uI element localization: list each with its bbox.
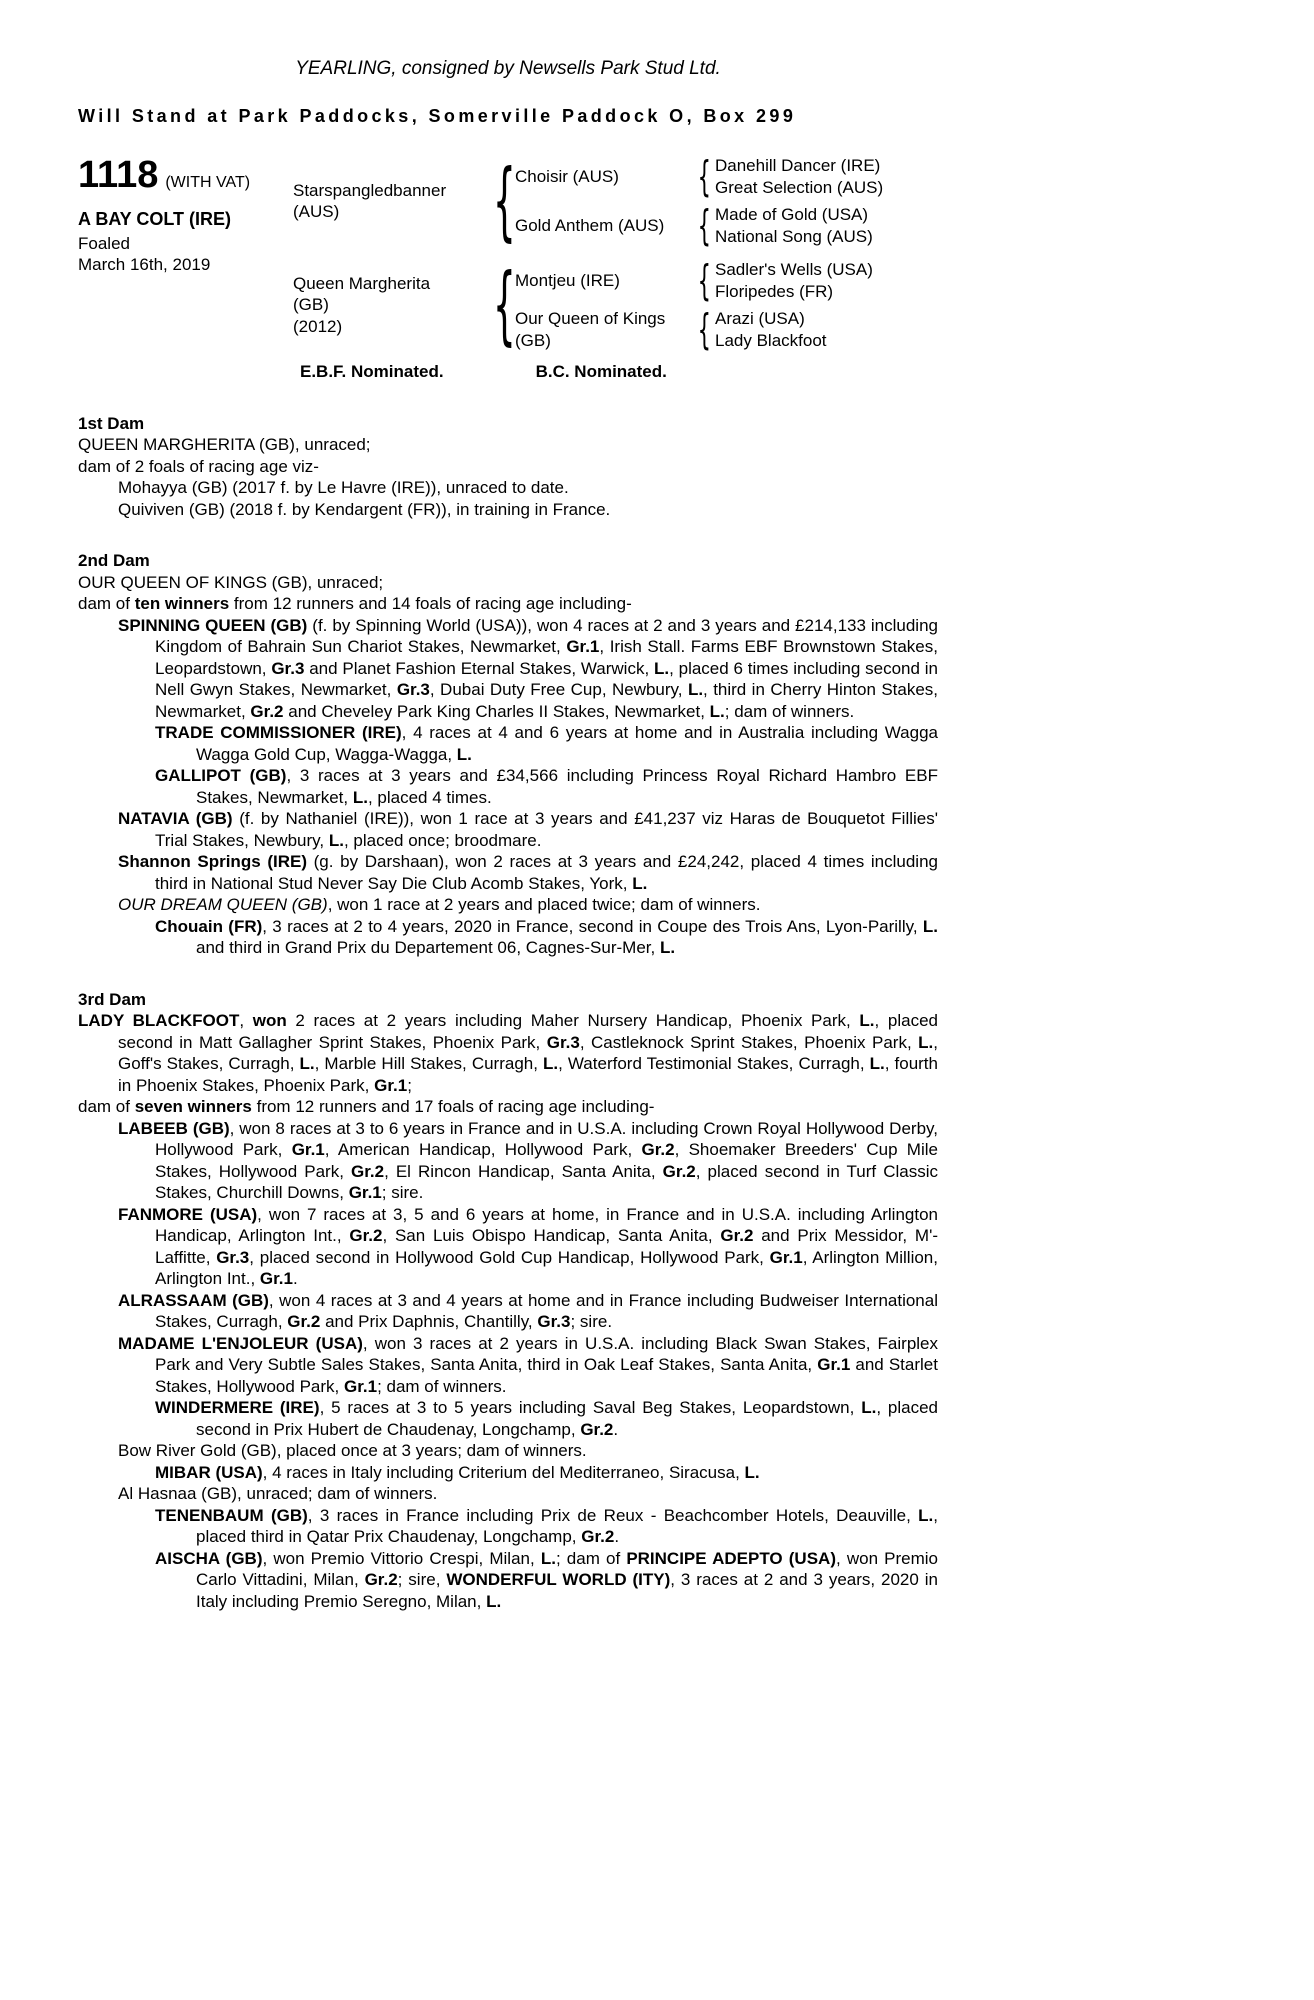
entry-mohayya: Mohayya (GB) (2017 f. by Le Havre (IRE)), unraced to date. <box>118 478 569 497</box>
great-grandparent-name: Danehill Dancer (IRE) <box>715 156 881 175</box>
sire-name <box>293 180 493 223</box>
entry-our-queen-of-kings: OUR QUEEN OF KINGS (GB), unraced; <box>78 572 384 592</box>
sire-sire-row <box>515 155 938 198</box>
bc-nomination: B.C. Nominated. <box>535 362 667 381</box>
foaled-date: March 16th, 2019 <box>78 255 211 274</box>
dam-dam-name <box>515 308 693 351</box>
entry-our-dream-queen: OUR DREAM QUEEN (GB), won 1 race at 2 years and placed twice; dam of winners. <box>118 895 761 914</box>
nominations <box>78 361 938 383</box>
section-heading: 3rd Dam <box>78 989 147 1009</box>
lot-info <box>78 155 293 351</box>
great-grandparent-name: Lady Blackfoot <box>715 330 827 350</box>
section-3rd-dam <box>78 989 938 1613</box>
entry-windermere: WINDERMERE (IRE), 5 races at 3 to 5 years including Saval Beg Stakes, Leopardstown, L., placed second in Prix Hubert de Chaudenay, Longchamp, Gr.2. <box>155 1398 938 1439</box>
stand-location: Will Stand at Park Paddocks, Somerville Paddock O, Box 299 <box>78 105 797 126</box>
sire-sire-name: Choisir (AUS) <box>515 166 619 186</box>
great-grandparent-name: Made of Gold (USA) <box>715 205 869 224</box>
brace-icon <box>493 262 515 348</box>
entry-quiviven: Quiviven (GB) (2018 f. by Kendargent (FR)), in training in France. <box>118 499 611 519</box>
dam-sire-parents <box>715 259 938 302</box>
pedigree-block <box>78 155 938 351</box>
entry-fanmore: FANMORE (USA), won 7 races at 3, 5 and 6 years at home, in France and in U.S.A. including Arlington Handicap, Arlington Int., Gr.2, San Luis Obispo Handicap, Santa Anita, Gr.2 and Prix Messidor, M'-Laffitte, Gr.3, placed second in Hollywood Gold Cup Handicap, Hollywood Park, Gr.1, Arlington Million, Arlington Int., Gr.1. <box>118 1204 938 1288</box>
section-1st-dam <box>78 413 938 521</box>
entry-mibar: MIBAR (USA), 4 races in Italy including Criterium del Mediterraneo, Siracusa, L. <box>155 1462 760 1482</box>
dam-name-line: Queen Margherita <box>293 273 431 293</box>
entry-madame-lenjoleur: MADAME L'ENJOLEUR (USA), won 3 races at 2 years in U.S.A. including Black Swan Stakes, Fairplex Park and Very Subtle Sales Stakes, Santa Anita, third in Oak Leaf Stakes, Santa Anita, Gr.1 and Starlet Stakes, Hollywood Park, Gr.1; dam of winners. <box>118 1333 939 1396</box>
dam-of-line: dam of ten winners from 12 runners and 14 foals of racing age including- <box>78 594 632 613</box>
dam-branch <box>293 259 938 351</box>
dam-dam-row <box>515 308 938 351</box>
sire-branch <box>293 155 938 247</box>
dam-of-line: dam of seven winners from 12 runners and 17 foals of racing age including- <box>78 1097 655 1116</box>
lot-line <box>78 155 293 195</box>
consignment-title: YEARLING, consigned by Newsells Park Stud Ltd. <box>295 58 721 79</box>
sire-sire-parents <box>715 155 938 198</box>
section-heading: 2nd Dam <box>78 551 150 570</box>
entry-queen-margherita: QUEEN MARGHERITA (GB), unraced; <box>78 435 371 454</box>
page-content <box>78 58 938 1612</box>
dam-dam-parents <box>715 308 938 351</box>
entry-gallipot: GALLIPOT (GB), 3 races at 3 years and £34,566 including Princess Royal Richard Hambro EBF Stakes, Newmarket, L., placed 4 times. <box>155 766 938 807</box>
dam-sire-row <box>515 259 938 302</box>
lot-vat-note: (WITH VAT) <box>165 174 251 191</box>
sire-dam-row <box>515 204 938 247</box>
great-grandparent-name: Sadler's Wells (USA) <box>715 260 873 279</box>
lot-number: 1118 <box>78 154 159 196</box>
entry-aischa: AISCHA (GB), won Premio Vittorio Crespi, Milan, L.; dam of PRINCIPE ADEPTO (USA), won Premio Carlo Vittadini, Milan, Gr.2; sire, WONDERFUL WORLD (ITY), 3 races at 2 and 3 years, 2020 in Italy including Premio Seregno, Milan, L. <box>155 1548 938 1611</box>
entry-trade-commissioner: TRADE COMMISSIONER (IRE), 4 races at 4 and 6 years at home and in Australia including Wagga Wagga Gold Cup, Wagga-Wagga, L. <box>155 723 938 764</box>
brace-icon <box>693 156 715 198</box>
entry-bow-river-gold: Bow River Gold (GB), placed once at 3 years; dam of winners. <box>118 1441 587 1460</box>
dam-grandparents <box>515 259 938 351</box>
brace-icon <box>693 309 715 351</box>
entry-tenenbaum: TENENBAUM (GB), 3 races in France including Prix de Reux - Beachcomber Hotels, Deauville, L., placed third in Qatar Prix Chaudenay, Longchamp, Gr.2. <box>155 1505 939 1546</box>
dam-dam-name-line: Our Queen of Kings <box>515 309 666 328</box>
dam-name-line: (GB) <box>293 295 329 315</box>
entry-spinning-queen: SPINNING QUEEN (GB) (f. by Spinning World (USA)), won 4 races at 2 and 3 years and £214,133 including Kingdom of Bahrain Sun Chariot Stakes, Newmarket, Gr.1, Irish Stall. Farms EBF Brownstown Stakes, Leopardstown, Gr.3 and Planet Fashion Eternal Stakes, Warwick, L., placed 6 times including second in Nell Gwyn Stakes, Newmarket, Gr.3, Dubai Duty Free Cup, Newbury, L., third in Cherry Hinton Stakes, Newmarket, Gr.2 and Cheveley Park King Charles II Stakes, Newmarket, L.; dam of winners. <box>118 615 939 721</box>
great-grandparent-name: Great Selection (AUS) <box>715 177 884 197</box>
dam-name-line: (2012) <box>293 316 343 336</box>
entry-al-hasnaa: Al Hasnaa (GB), unraced; dam of winners. <box>118 1484 438 1503</box>
dam-sire-name: Montjeu (IRE) <box>515 270 620 290</box>
dam-of-line: dam of 2 foals of racing age viz- <box>78 456 319 476</box>
section-2nd-dam <box>78 550 938 959</box>
dam-name <box>293 273 493 338</box>
foaled-label: Foaled <box>78 233 130 253</box>
sire-name-line: (AUS) <box>293 202 340 221</box>
entry-lady-blackfoot: LADY BLACKFOOT, won 2 races at 2 years including Maher Nursery Handicap, Phoenix Park, L., placed second in Matt Gallagher Sprint Stakes, Phoenix Park, Gr.3, Castleknock Sprint Stakes, Phoenix Park, L., Goff's Stakes, Curragh, L., Marble Hill Stakes, Curragh, L., Waterford Testimonial Stakes, Curragh, L., fourth in Phoenix Stakes, Phoenix Park, Gr.1; <box>78 1011 938 1095</box>
great-grandparent-name: Arazi (USA) <box>715 309 805 328</box>
entry-shannon-springs: Shannon Springs (IRE) (g. by Darshaan), won 2 races at 3 years and £24,242, placed 4 times including third in National Stud Never Say Die Club Acomb Stakes, York, L. <box>118 852 938 893</box>
sire-dam-name: Gold Anthem (AUS) <box>515 215 665 235</box>
sire-dam-parents <box>715 204 938 247</box>
sire-name-line: Starspangledbanner <box>293 180 447 200</box>
sire-grandparents <box>515 155 938 247</box>
ebf-nomination: E.B.F. Nominated. <box>300 362 444 381</box>
entry-natavia: NATAVIA (GB) (f. by Nathaniel (IRE)), won 1 race at 3 years and £41,237 viz Haras de Bouquetot Fillies' Trial Stakes, Newbury, L., placed once; broodmare. <box>118 809 938 850</box>
entry-alrassaam: ALRASSAAM (GB), won 4 races at 3 and 4 years at home and in France including Budweiser International Stakes, Curragh, Gr.2 and Prix Daphnis, Chantilly, Gr.3; sire. <box>118 1290 938 1331</box>
great-grandparent-name: Floripedes (FR) <box>715 281 834 301</box>
entry-chouain: Chouain (FR), 3 races at 2 to 4 years, 2020 in France, second in Coupe des Trois Ans, Lyon-Parilly, L. and third in Grand Prix du Departement 06, Cagnes-Sur-Mer, L. <box>155 916 938 957</box>
brace-icon <box>493 158 515 244</box>
dam-dam-name-line: (GB) <box>515 330 551 350</box>
section-heading: 1st Dam <box>78 413 145 433</box>
brace-icon <box>693 260 715 302</box>
lot-description: A BAY COLT (IRE) <box>78 209 232 229</box>
brace-icon <box>693 205 715 247</box>
entry-labeeb: LABEEB (GB), won 8 races at 3 to 6 years in France and in U.S.A. including Crown Royal Hollywood Derby, Hollywood Park, Gr.1, American Handicap, Hollywood Park, Gr.2, Shoemaker Breeders' Cup Mile Stakes, Hollywood Park, Gr.2, El Rincon Handicap, Santa Anita, Gr.2, placed second in Turf Classic Stakes, Churchill Downs, Gr.1; sire. <box>118 1118 938 1202</box>
great-grandparent-name: National Song (AUS) <box>715 226 873 246</box>
pedigree-tree <box>293 155 938 351</box>
